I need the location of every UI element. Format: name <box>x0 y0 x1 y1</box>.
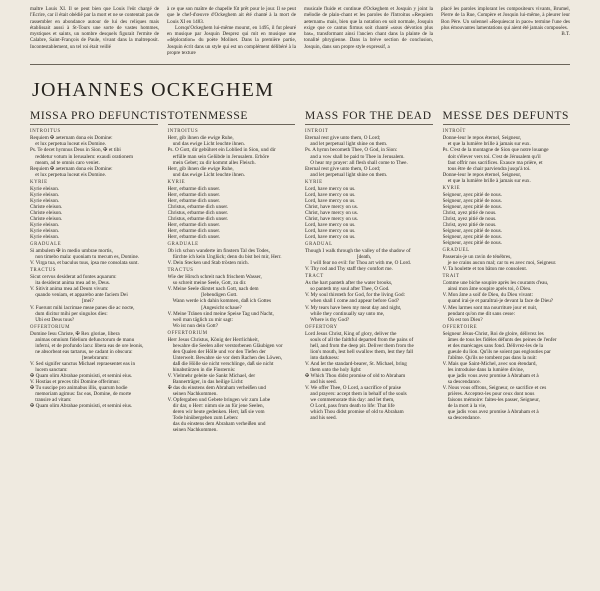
text-line: Ps. O Gott, dir gebühret ein Loblied in Sion, und dir <box>167 147 276 154</box>
text-line: et lux perpetua luceat eis Domine. <box>30 141 107 148</box>
text-line: sa descendance. <box>442 415 481 422</box>
text-line: Kyrie eleison. <box>30 228 60 235</box>
text-line: doit s'élever vers toi. C'est de Jérusalem qu'il <box>442 153 541 160</box>
text-line: Seigneur, ayez pitié de nous. <box>442 234 502 241</box>
text-line: Kyrie eleison. <box>30 191 60 198</box>
text-line: reddetur votum in Ierusalem: exaudi orationem <box>30 153 133 160</box>
text-line: erfülle man sein Gelübde in Jerusalem. Erhöre <box>167 153 270 160</box>
text-line: Herr, erbarme dich unser. <box>167 191 221 198</box>
text-line: V. And let the standard-bearer, St. Michael, bring <box>305 360 407 367</box>
text-line: V. Opfergaben und Gebete bringen wir zum Lobe <box>167 397 271 404</box>
section-heading: TRACTUS <box>167 268 194 274</box>
text-line: Christus, erbarme dich unser. <box>167 215 229 222</box>
text-line: Donne-leur le repos éternel, Seigneur, <box>442 171 522 178</box>
text-line: Sicut cervus desiderat ad fontes aquarum: <box>30 274 117 281</box>
text-line: souls of all the faithful departed from the pains of <box>305 336 414 343</box>
text-line: V. Ta houlette et ton bâton me consolent. <box>442 266 528 273</box>
liturgical-section <box>168 242 296 266</box>
text-line: dum dicitur mihi per singulos dies: <box>30 310 108 317</box>
column-rule <box>168 124 296 125</box>
text-line: faut offrir nos sacrifices. Exauce ma prière, et <box>442 159 543 166</box>
text-line: Seigneur, ayez pitié de nous. <box>442 203 502 210</box>
text-columns <box>30 108 570 435</box>
text-line: so schreit meine Seele, Gott, zu dir. <box>167 280 247 287</box>
text-line: [Angesicht schaue? <box>167 304 242 311</box>
section-heading: OFFERTORIUM <box>167 330 208 336</box>
column-rule <box>443 124 571 125</box>
text-line: Wo ist nun dein Gott? <box>167 322 218 329</box>
text-line: Herr, erbarme dich unser. <box>167 228 221 235</box>
text-line: prières. Acceptez-les pour ceux dont nous <box>442 391 535 398</box>
intro-column <box>304 6 433 56</box>
text-line: âmes de tous les fidèles défunts des peines de l'enfer <box>442 336 557 343</box>
text-line: Wann werde ich dahin kommen, daß ich Gottes <box>167 298 271 305</box>
text-line: Requiem ✠ aeternam dona eis Domine: <box>30 165 113 172</box>
text-line: Si ambulem ✠ in medio umbrae mortis, <box>30 248 113 255</box>
text-line: animas omnium fidelium defunctorum de manu <box>30 336 135 343</box>
text-line: que jadis vous avez promise à Abraham et à <box>442 372 539 379</box>
liturgical-section <box>305 325 433 422</box>
text-line: Domine Iesu Christe, ✠ Rex gloriae, libera <box>30 330 120 337</box>
section-heading: TRACT <box>305 274 324 280</box>
text-line: Christ, ayez pitié de nous. <box>442 215 497 222</box>
liturgical-section <box>443 186 571 246</box>
column-title: MISSA PRO DEFUNCTIS <box>30 110 168 123</box>
text-line: lion's mouth, lest hell swallow them, lest they fall <box>305 348 414 355</box>
text-line: Where is thy God? <box>305 316 350 323</box>
text-line: and his seed. <box>305 379 337 386</box>
section-heading: GRADUALE <box>167 242 199 248</box>
intro-column <box>167 6 296 56</box>
text-line: V. Sed signifer sanctus Michael repraesentet eas in <box>30 360 136 367</box>
text-line: weil man täglich zu mir sagt: <box>167 316 234 323</box>
text-line: V. Hostias et preces tibi Domine offerimus: <box>30 379 120 386</box>
text-line: Bannerträger, in das heilige Licht: <box>167 379 244 386</box>
text-line: Ps. A hymn becometh Thee, O God, in Sion: <box>305 147 398 154</box>
text-line: Ubi est Deus tuus? <box>30 316 75 323</box>
text-line: et des marécages sans fond. Délivrez-les de la <box>442 342 544 349</box>
text-line: Lord, have mercy on us. <box>305 185 356 192</box>
text-line: je ne crains aucun mal; car tu es avec moi, Seigneur. <box>442 260 557 267</box>
text-line: Christ, have mercy on us. <box>305 203 359 210</box>
liturgical-section <box>168 331 296 434</box>
intro-paragraph: Lorsqu'Ockeghem lui-même mourut, en 1495, il fut pleuré en musique par Josquin Desprez qui mit en musique une «déploration» du poète Molinet. Dans la première partie, Josquin écrit dans un style qui est un complément délibéré à la propre texture <box>167 24 296 57</box>
liturgical-section <box>305 180 433 240</box>
text-line: deren wir heute gedenken. Herr, laß sie vom <box>167 409 265 416</box>
text-line: hinabstürzen in die Finsternis: <box>167 366 236 373</box>
text-line: Kyrie eleison. <box>30 185 60 192</box>
text-line: Herr, gib ihnen die ewige Ruhe, <box>167 165 234 172</box>
text-line: Eternal rest give unto them, O Lord; <box>305 135 381 142</box>
text-line: tous être de chair parviendra jusqu'à toi. <box>442 165 531 172</box>
text-line: ✠ Tu suscipe pro animabus illis, quarum hodie <box>30 385 128 392</box>
text-line: we commemorate this day: and let them, <box>305 397 395 404</box>
author-initials: B.T. <box>561 31 570 38</box>
composer-name: JOHANNES OCKEGHEM <box>32 79 275 102</box>
text-line: daß die Hölle sie nicht verschlinge, daß sie nicht <box>167 360 274 367</box>
text-line: les introduise dans la lumière divine, <box>442 366 525 373</box>
column-title: TOTENMESSE <box>167 110 249 123</box>
text-line: memoriam agimus: fac eas, Domine, de morte <box>30 391 132 398</box>
text-line: Herr Jesus Christus, König der Herrlichkeit, <box>167 336 259 343</box>
liturgical-section <box>443 325 571 422</box>
text-line: V. Nous vous offrons, Seigneur, ce sacrifice et ces <box>442 385 547 392</box>
text-line: Herr, erbarme dich unser. <box>167 234 221 241</box>
text-line: V. Meine Seele dürstet nach Gott, nach dem <box>167 286 259 293</box>
text-line: ✠ das du einstens dem Abraham verheißen und <box>167 385 266 392</box>
liturgical-section <box>305 274 433 322</box>
text-line: [mei? <box>30 298 94 305</box>
liturgical-section <box>168 129 296 177</box>
section-heading: GRADUAL <box>305 242 333 248</box>
text-line: Christ, have mercy on us. <box>305 215 359 222</box>
intro-paragraph: maltre Louis XI. Il se peut bien que Louis l'eût chargé de l'Ecrire, car il était obédiê par la mort et ne se contentait pas de rassembler en abondance autour de lui des reliques mais établissait aussi à St-Tours une sorte de vastes hommes, mystiques et saints, un nombre desquels figurait l'ermite de Calabre, Saint-François de Paule, vivant dans la maltreposit. Incontestablement, un tel roi était veillé <box>30 6 159 50</box>
liturgical-section <box>30 268 158 322</box>
text-line: Herr, erbarme dich unser. <box>167 197 221 204</box>
liturgical-section <box>168 180 296 240</box>
text-line: mein Gebet; zu dir kommt alles Fleisch. <box>167 159 256 166</box>
text-line: ita desiderat anima mea ad te, Deus. <box>30 280 111 287</box>
text-line: Ps. C'est de la montagne de Sion que notre louange <box>442 147 549 154</box>
text-line: Eternal rest give unto them, O Lord; <box>305 165 381 172</box>
text-column <box>30 108 168 435</box>
text-column <box>305 108 433 435</box>
text-line: quando veniam, et apparebo ante faciem Dei <box>30 292 128 299</box>
text-line: quand irai-je et paraîtrai-je devant la face de Dieu? <box>442 298 554 305</box>
text-line: inferni, et de profundo lacu: libera eas de ore leonis, <box>30 342 144 349</box>
text-line: Seigneur, ayez pitié de nous. <box>442 228 502 235</box>
text-line: Seigneur Jésus-Christ, Roi de gloire, délivrez les <box>442 330 544 337</box>
text-line: et que la lumière brille à jamais sur eux. <box>442 177 531 184</box>
text-line: Requiem ✠ aeternam dona eis Domine: <box>30 135 113 142</box>
text-line: Christe eleison. <box>30 215 63 222</box>
text-column <box>443 108 571 435</box>
text-column <box>168 108 296 435</box>
text-line: [tenebrarum: <box>30 354 109 361</box>
intro-column <box>441 6 570 56</box>
text-line: V. We offer Thee, O Lord, a sacrifice of praise <box>305 385 401 392</box>
text-line: V. My soul thirsteth for God, for the living God: <box>305 292 406 299</box>
text-line: V. Dein Stecken und Stab trösten mich. <box>167 260 249 267</box>
text-line: lucem sanctam: <box>30 366 68 373</box>
text-line: fürchte ich kein Unglück; denn du bist bei mir, Herr. <box>167 254 282 261</box>
text-line: Lord, have mercy on us. <box>305 221 356 228</box>
section-heading: INTROÏT <box>442 129 466 135</box>
text-line: faisons mémoire: faites-les passer, Seigneur, <box>442 397 540 404</box>
liturgical-section <box>443 248 571 272</box>
text-line: and his seed. <box>305 415 337 422</box>
text-line: V. Virga tua, et baculus tuus, ipsa me consolata sunt. <box>30 260 139 267</box>
text-line: sa descendance. <box>442 379 481 386</box>
section-heading: OFFERTORIUM <box>30 324 71 330</box>
text-line: Tode hinübergehen zum Leben: <box>167 415 239 422</box>
text-line: seinen Nachkommen. <box>167 391 218 398</box>
text-line: Herr, erbarme dich unser. <box>167 221 221 228</box>
liturgical-section <box>305 242 433 272</box>
section-heading: TRAIT <box>442 274 460 280</box>
section-heading: GRADUEL <box>442 248 470 254</box>
text-line: Christ, have mercy on us. <box>305 209 359 216</box>
text-line: et lux perpetua luceat eis Domine. <box>30 171 107 178</box>
section-heading: OFFERTORY <box>305 324 338 330</box>
liturgical-section <box>168 268 296 328</box>
text-line: I will fear no evil: for Thou art with me, O Lord. <box>305 260 412 267</box>
liturgical-section <box>443 274 571 322</box>
text-line: V. Meine Tränen sind meine Speise Tag und Nacht, <box>167 310 274 317</box>
text-line: them unto the holy light: <box>305 366 362 373</box>
text-line: Kyrie eleison. <box>30 234 60 241</box>
section-heading: KYRIE <box>167 179 186 185</box>
text-line: Seigneur, ayez pitié de nous. <box>442 197 502 204</box>
text-line: Donne-leur le repos éternel, Seigneur, <box>442 135 522 142</box>
liturgical-section <box>30 129 158 177</box>
text-line: meam, ad te omnis caro veniet. <box>30 159 100 166</box>
text-line: V. My tears have been my meat day and night, <box>305 304 402 311</box>
section-heading: KYRIE <box>442 185 461 191</box>
text-line: and let perpetual light shine on them. <box>305 141 388 148</box>
text-line: Lord, have mercy on us. <box>305 197 356 204</box>
text-line: and a vow shall be paid to Thee in Jerusalem. <box>305 153 405 160</box>
text-line: que jadis vous avez promise à Abraham et à <box>442 409 539 416</box>
text-line: Passerais-je un ravin de ténèbres, <box>442 254 512 261</box>
text-line: ✠ Quam olim Abrahae promisisti, et semini eius. <box>30 403 133 410</box>
column-title: MASS FOR THE DEAD <box>305 110 432 123</box>
intro-paragraph: musicale fluide et continue d'Ockeghem et Josquin y joint la mélodie de plain-chant et les paroles de l'Introitus «Requiem aeternam» mais, bien que la notation en soit normale, Josquin exige que ce cantus firmus soit chanté «sous dévotion plus bas», transformant ainsi l'ancien chant dans la plainte de la tonalité phrygienne. Dans la brève section de conclusion, Josquin, dans son propre style expressif, a <box>304 6 433 50</box>
text-line: Herr, erbarme dich unser. <box>167 185 221 192</box>
text-line: Lord, have mercy on us. <box>305 228 356 235</box>
section-heading: OFFERTOIRE <box>442 324 478 330</box>
text-line: de la mort à la vie, <box>442 403 487 410</box>
text-line: Kyrie eleison. <box>30 197 60 204</box>
text-line: Though I walk through the valley of the shadow of <box>305 248 411 255</box>
text-line: into darkness: <box>305 354 340 361</box>
text-line: ✠ Quam olim Abrahae promisisti, et semini eius. <box>30 372 133 379</box>
text-line: und das ewige Licht leuchte ihnen. <box>167 171 246 178</box>
text-line: pendant qu'on me dit sans cesse: <box>442 310 516 317</box>
text-line: bewahre die Seelen aller verstorbenen Gläubigen vor <box>167 342 283 349</box>
text-line: V. Vielmehr geleite sie Sankt Michael, der <box>167 372 256 379</box>
liturgical-section <box>443 129 571 183</box>
text-line: which Thou didst promise of old to Abraham <box>305 409 404 416</box>
text-line: ainsi mon âme soupire après toi, ô Dieu. <box>442 286 532 293</box>
text-line: ne absorbeat eas tartarus, ne cadant in obscura: <box>30 348 133 355</box>
text-line: V. Thy rod and Thy staff they comfort me. <box>305 266 393 273</box>
liturgical-section <box>30 325 158 410</box>
section-heading: TRACTUS <box>30 268 57 274</box>
text-line: [lebendigen Gott. <box>167 292 238 299</box>
text-line: O hear my prayer: all flesh shall come to Thee. <box>305 159 408 166</box>
text-line: Ps. Te decet hymnus Deus in Sion, ✠ et tibi <box>30 147 121 154</box>
text-line: Christus, erbarme dich unser. <box>167 209 229 216</box>
column-title: MESSE DES DEFUNTS <box>442 110 569 123</box>
section-heading: KYRIE <box>305 179 323 185</box>
text-line: Lord Jesus Christ, King of glory, deliver the <box>305 330 397 337</box>
text-line: ✠ Which Thou didst promise of old to Abraham <box>305 372 406 379</box>
text-line: Christus, erbarme dich unser. <box>167 203 229 210</box>
section-heading: INTROIT <box>305 129 329 135</box>
text-line: seinen Nachkommen. <box>167 427 218 434</box>
text-line: l'abîme. Qu'ils ne tombent pas dans la nuit: <box>442 354 537 361</box>
section-heading: GRADUALE <box>30 242 62 248</box>
intro-paragraph: placé les paroles implorant les compositeurs vivants, Brumel, Pierre de la Rue, Compère et Josquin lui-même, à pleurer leur Bon Père. Un solennel «Requiescat in pace» termine l'une des plus émouvantes lamentations qui aient été jamais composées. <box>441 6 570 31</box>
text-line: Herr, gib ihnen die ewige Ruhe, <box>167 135 234 142</box>
text-line: hell, and from the deep pit. Deliver them from the <box>305 342 414 349</box>
text-line: while they continually say unto me, <box>305 310 385 317</box>
text-line: Christ, ayez pitié de nous. <box>442 221 497 228</box>
text-line: Ob ich schon wanderte im finstern Tal des Todes, <box>167 248 270 255</box>
text-line: [death, <box>305 254 372 261</box>
liturgical-section <box>30 242 158 266</box>
liturgical-section <box>305 129 433 177</box>
text-line: Wie der Hirsch schreit nach frischem Wasser, <box>167 274 262 281</box>
intro-text <box>30 6 570 56</box>
text-line: transire ad vitam: <box>30 397 72 404</box>
text-line: Seigneur, ayez pitié de nous. <box>442 191 502 198</box>
column-rule <box>305 124 433 125</box>
text-line: when shall I come and appear before God? <box>305 298 400 305</box>
section-heading: INTROITUS <box>30 129 61 135</box>
text-line: V. Mon âme a soif de Dieu, du Dieu vivant: <box>442 292 534 299</box>
liturgical-section <box>30 180 158 240</box>
text-line: Comme une biche soupire après les courants d'eau, <box>442 280 549 287</box>
text-line: gueule du lion. Qu'ils ne soient pas englouties par <box>442 348 551 355</box>
text-line: V. Sitivit anima mea ad Deum vivum: <box>30 286 109 293</box>
text-line: Kyrie eleison. <box>30 221 60 228</box>
text-line: non timebo mala: quoniam tu mecum es, Domine. <box>30 254 140 261</box>
text-line: V. Fuerunt mihi lacrimae meae panes die ac nocte, <box>30 304 135 311</box>
text-line: das du einstens dem Abraham verheißen und <box>167 421 266 428</box>
top-rule <box>30 64 570 65</box>
text-line: O Lord, pass from death to life: That life <box>305 403 395 410</box>
text-line: dir dar, o Herr: nimm sie an für jene Seelen, <box>167 403 264 410</box>
text-line: V. Mais que Saint-Michel, avec son étendard, <box>442 360 537 367</box>
text-line: Où est ton Dieu? <box>442 316 483 323</box>
intro-column <box>30 6 159 56</box>
text-line: den Qualen der Hölle und vor den Tiefen der <box>167 348 266 355</box>
text-line: As the hart panteth after the water brooks, <box>305 280 393 287</box>
text-line: Seigneur, ayez pitié de nous. <box>442 240 502 247</box>
section-heading: INTROITUS <box>167 129 199 135</box>
text-line: and let perpetual light shine on them. <box>305 171 388 178</box>
text-line: Lord, have mercy on us. <box>305 191 356 198</box>
intro-paragraph: à ce que son maître de chapelle fût prêt pour le jour. Il se peut que le chef-d'œuvre d'Ockeghem ait été chanté à la mort de Louis XI en 1483. <box>167 6 296 25</box>
text-line: so panteth my soul after Thee, O God. <box>305 286 390 293</box>
text-line: Christe eleison. <box>30 203 63 210</box>
text-line: Lord, have mercy on us. <box>305 234 356 241</box>
text-line: und das ewige Licht leuchte ihnen. <box>167 141 246 148</box>
text-line: V. Mes larmes sont ma nourriture jour et nuit, <box>442 304 538 311</box>
column-rule <box>30 124 158 125</box>
text-line: Unterwelt. Bewahre sie vor dem Rachen des Löwen, <box>167 354 283 361</box>
text-line: et que la lumière brille à jamais sur eux. <box>442 141 531 148</box>
text-line: Christe eleison. <box>30 209 63 216</box>
text-line: Christ, ayez pitié de nous. <box>442 209 497 216</box>
text-line: and prayers: accept them in behalf of the souls <box>305 391 407 398</box>
section-heading: KYRIE <box>30 179 48 185</box>
